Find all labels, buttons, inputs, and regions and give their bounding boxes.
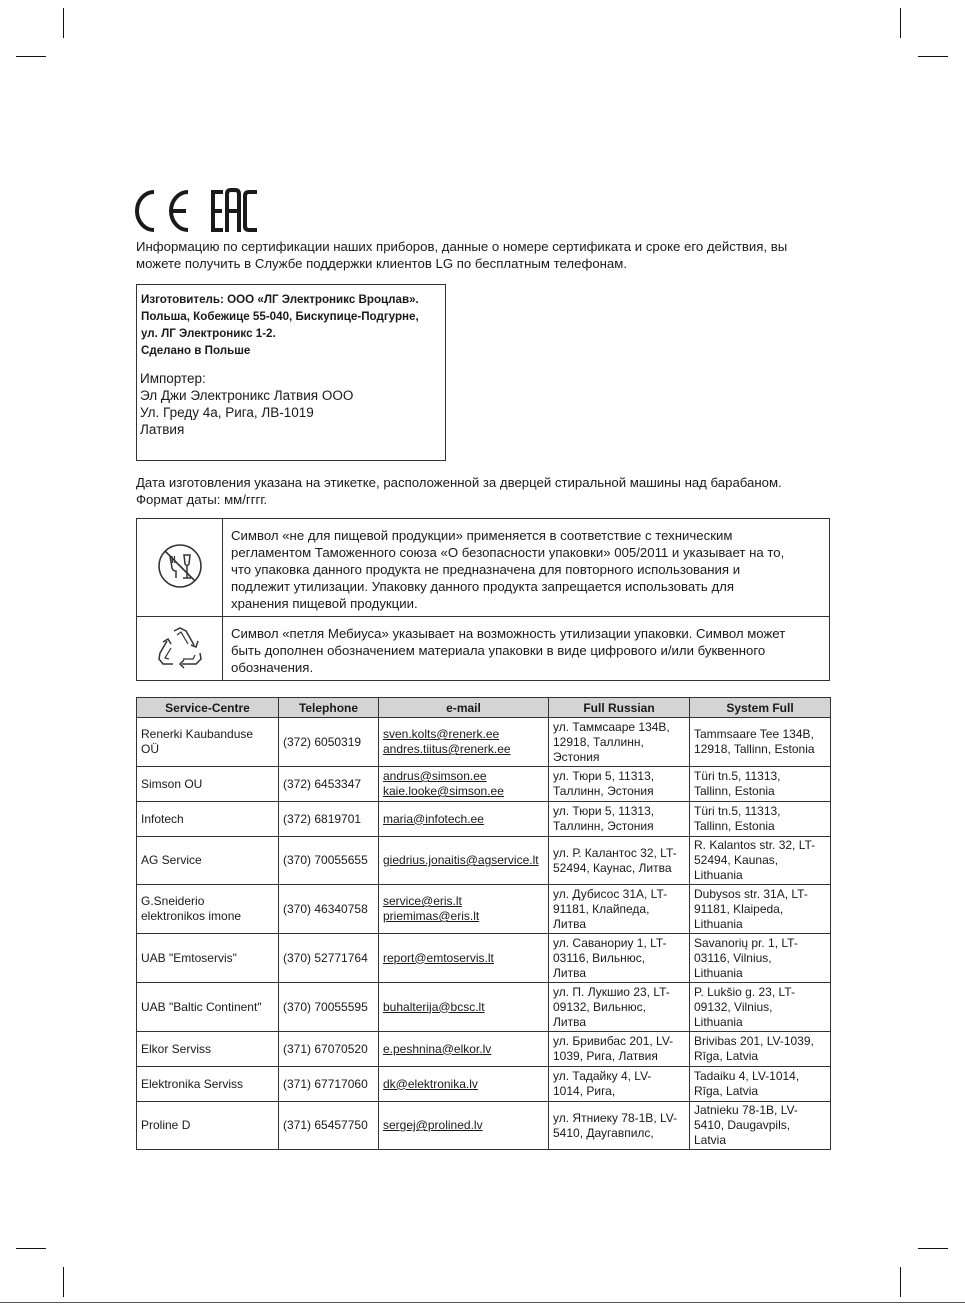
system-full-line: Tallinn, Estonia	[694, 819, 775, 833]
service-centre-line: G.Sneiderio	[141, 894, 205, 908]
telephone-cell	[279, 718, 379, 767]
page-bottom-line	[0, 1302, 965, 1303]
date-info	[136, 474, 836, 508]
full-russian-line: 5410, Даугавпилс,	[553, 1125, 654, 1140]
symbol-text-line: Символ «не для пищевой продукции» применяется в соответствие с техническим	[231, 528, 733, 543]
packaging-symbols-table	[136, 518, 830, 681]
service-centre-line: Simson OU	[141, 776, 203, 791]
full-russian-cell	[549, 885, 690, 934]
column-header: System Full	[690, 698, 831, 718]
system-full-line: R. Kalantos str. 32, LT-	[694, 838, 816, 852]
telephone-cell	[279, 1032, 379, 1067]
table-row	[137, 718, 831, 767]
telephone-line: (371) 65457750	[283, 1118, 368, 1132]
system-full-line: Tadaiku 4, LV-1014,	[694, 1069, 800, 1083]
table-row	[137, 983, 831, 1032]
system-full-line: Tammsaare Tee 134B,	[694, 727, 814, 741]
email-link[interactable]: sven.kolts@renerk.ee	[383, 727, 500, 741]
telephone-cell	[279, 837, 379, 885]
cert-info-line: можете получить в Службе поддержки клиентов LG по бесплатным телефонам.	[136, 256, 627, 271]
date-info-line: Формат даты: мм/гггг.	[136, 492, 268, 507]
manufacturer-line: Изготовитель: ООО «ЛГ Электроникс Вроцлав».	[141, 293, 419, 306]
email-cell[interactable]	[379, 1032, 549, 1067]
crop-mark	[63, 8, 64, 38]
table-header-row	[137, 698, 831, 718]
service-centre-line: Infotech	[141, 811, 184, 826]
email-link[interactable]: dk@elektronika.lv	[383, 1076, 478, 1091]
full-russian-line: 91181, Клайпеда,	[553, 901, 650, 916]
service-centre-cell	[137, 837, 279, 885]
full-russian-line: ул. Тадайку 4, LV-	[553, 1069, 652, 1083]
symbol-text-line: регламентом Таможенного союза «О безопасности упаковки» 005/2011 и указывает на то,	[231, 545, 785, 560]
certification-info	[136, 238, 836, 272]
email-link[interactable]: maria@infotech.ee	[383, 811, 484, 826]
email-link[interactable]: report@emtoservis.lt	[383, 950, 494, 965]
telephone-cell	[279, 934, 379, 983]
full-russian-line: Таллинн, Эстония	[553, 819, 654, 833]
system-full-line: 09132, Vilnius,	[694, 999, 773, 1014]
full-russian-line: ул. Бривибас 201, LV-	[553, 1034, 674, 1048]
manufacturer-info	[141, 291, 419, 359]
email-cell[interactable]	[379, 1067, 549, 1102]
full-russian-line: 12918, Таллинн,	[553, 734, 644, 749]
cert-info-line: Информацию по сертификации наших приборов, данные о номере сертификата и сроке его действия, вы	[136, 239, 788, 254]
email-link[interactable]: e.peshnina@elkor.lv	[383, 1041, 492, 1056]
system-full-cell	[690, 934, 831, 983]
full-russian-line: ул. П. Лукшио 23, LT-	[553, 984, 670, 999]
full-russian-line: ул. Р. Калантос 32, LT-	[553, 845, 677, 860]
crop-mark	[63, 1267, 64, 1297]
importer-line: Импортер:	[140, 371, 206, 386]
full-russian-cell	[549, 1032, 690, 1067]
importer-info	[140, 370, 353, 438]
full-russian-line: 1014, Рига,	[553, 1084, 616, 1098]
full-russian-line: ул. Тюри 5, 11313,	[553, 804, 655, 818]
telephone-cell	[279, 885, 379, 934]
email-link[interactable]: buhalterija@bcsc.lt	[383, 999, 485, 1014]
system-full-line: Jatnieku 78-1B, LV-	[694, 1103, 798, 1117]
system-full-line: Rīga, Latvia	[694, 1049, 759, 1063]
crop-mark	[16, 56, 46, 57]
crop-mark	[16, 1248, 46, 1249]
service-centre-line: AG Service	[141, 853, 202, 867]
ce-eac-logo	[135, 188, 265, 234]
email-cell[interactable]	[379, 767, 549, 802]
telephone-line: (370) 70055655	[283, 853, 368, 867]
system-full-cell	[690, 802, 831, 837]
system-full-line: Türi tn.5, 11313,	[694, 769, 781, 783]
telephone-line: (371) 67070520	[283, 1041, 368, 1056]
not-for-food-icon	[156, 542, 204, 590]
email-cell[interactable]	[379, 802, 549, 837]
importer-line: Ул. Греду 4а, Рига, ЛВ-1019	[140, 405, 314, 420]
email-link[interactable]: priemimas@eris.lt	[383, 909, 480, 923]
email-link[interactable]: kaie.looke@simson.ee	[383, 784, 504, 798]
service-centre-line: Elkor Serviss	[141, 1041, 212, 1056]
system-full-cell	[690, 1032, 831, 1067]
system-full-cell	[690, 718, 831, 767]
service-centres-table	[136, 697, 831, 1150]
full-russian-line: Эстония	[553, 749, 600, 764]
service-centre-line: OÜ	[141, 742, 159, 756]
service-centre-cell	[137, 1032, 279, 1067]
system-full-cell	[690, 983, 831, 1032]
system-full-line: 5410, Daugavpils,	[694, 1118, 791, 1132]
email-link[interactable]: service@eris.lt	[383, 894, 462, 908]
service-centre-line: Renerki Kaubanduse	[141, 727, 254, 741]
full-russian-line: Таллинн, Эстония	[553, 784, 654, 798]
symbol-row	[137, 519, 830, 617]
service-centre-cell	[137, 1102, 279, 1150]
service-table-body	[137, 718, 831, 1150]
service-centre-line: elektronikos imone	[141, 909, 242, 923]
full-russian-line: 03116, Вильнюс,	[553, 950, 646, 965]
system-full-cell	[690, 1067, 831, 1102]
symbol-text-line: Символ «петля Мебиуса» указывает на возможность утилизации упаковки. Символ может	[231, 626, 786, 641]
full-russian-cell	[549, 802, 690, 837]
email-link[interactable]: andres.tiitus@renerk.ee	[383, 742, 511, 756]
system-full-cell	[690, 1102, 831, 1150]
telephone-line: (372) 6453347	[283, 776, 362, 791]
symbol-text-line: что упаковка данного продукта не предназначена для повторного использования и	[231, 562, 741, 577]
table-row	[137, 1032, 831, 1067]
system-full-line: 52494, Kaunas,	[694, 853, 779, 867]
manufacturer-line: ул. ЛГ Электроникс 1-2.	[141, 327, 276, 340]
table-row	[137, 1102, 831, 1150]
date-info-line: Дата изготовления указана на этикетке, расположенной за дверцей стиральной машины над барабаном.	[136, 475, 782, 490]
symbol-text-line: быть дополнен обозначением материала упаковки в виде цифрового и/или буквенного	[231, 643, 766, 658]
importer-line: Эл Джи Электроникс Латвия ООО	[140, 388, 354, 403]
service-centre-cell	[137, 767, 279, 802]
full-russian-line: ул. Саванориу 1, LT-	[553, 935, 667, 950]
service-centre-line: Proline D	[141, 1118, 191, 1132]
email-link[interactable]: giedrius.jonaitis@agservice.lt	[383, 853, 539, 867]
crop-mark	[900, 1267, 901, 1297]
full-russian-line: Литва	[553, 916, 586, 931]
system-full-cell	[690, 837, 831, 885]
manufacturer-line: Сделано в Польше	[141, 344, 251, 357]
full-russian-cell	[549, 1067, 690, 1102]
manufacturer-line: Польша, Кобежице 55-040, Бискупице-Подгурне,	[141, 310, 419, 323]
full-russian-line: ул. Тюри 5, 11313,	[553, 769, 655, 783]
full-russian-cell	[549, 837, 690, 885]
system-full-line: P. Lukšio g. 23, LT-	[694, 984, 795, 999]
email-cell[interactable]	[379, 837, 549, 885]
full-russian-cell	[549, 1102, 690, 1150]
column-header: Full Russian	[549, 698, 690, 718]
column-header: Telephone	[279, 698, 379, 718]
service-centre-cell	[137, 885, 279, 934]
email-cell[interactable]	[379, 885, 549, 934]
system-full-line: Lithuania	[694, 868, 743, 882]
symbol-text-line: обозначения.	[231, 660, 314, 675]
system-full-cell	[690, 885, 831, 934]
full-russian-cell	[549, 934, 690, 983]
full-russian-line: 09132, Вильнюс,	[553, 999, 646, 1014]
system-full-line: Lithuania	[694, 965, 743, 980]
system-full-line: Lithuania	[694, 1014, 743, 1029]
table-row	[137, 934, 831, 983]
full-russian-cell	[549, 983, 690, 1032]
email-cell[interactable]	[379, 983, 549, 1032]
symbol-description	[223, 519, 830, 617]
system-full-line: Rīga, Latvia	[694, 1084, 759, 1098]
telephone-line: (372) 6819701	[283, 811, 362, 826]
table-row	[137, 767, 831, 802]
email-link[interactable]: andrus@simson.ee	[383, 769, 487, 783]
system-full-line: Brivibas 201, LV-1039,	[694, 1034, 814, 1048]
telephone-cell	[279, 767, 379, 802]
certification-marks	[135, 188, 265, 239]
service-centre-line: Elektronika Serviss	[141, 1076, 244, 1091]
symbol-text-line: хранения пищевой продукции.	[231, 596, 418, 611]
telephone-cell	[279, 1102, 379, 1150]
mobius-loop-icon	[155, 625, 205, 669]
symbol-row	[137, 617, 830, 681]
manufacturer-box	[136, 284, 446, 461]
full-russian-line: ул. Таммсааре 134В,	[553, 719, 670, 734]
crop-mark	[918, 1248, 948, 1249]
system-full-line: 12918, Tallinn, Estonia	[694, 742, 815, 756]
full-russian-line: 1039, Рига, Латвия	[553, 1049, 658, 1063]
service-centre-line: UAB "Emtoservis"	[141, 950, 237, 965]
full-russian-line: 52494, Каунас, Литва	[553, 860, 672, 875]
telephone-line: (371) 67717060	[283, 1076, 368, 1091]
full-russian-line: Литва	[553, 965, 586, 980]
symbol-icon-cell	[137, 519, 223, 617]
service-centre-cell	[137, 983, 279, 1032]
email-cell[interactable]	[379, 718, 549, 767]
service-centre-cell	[137, 718, 279, 767]
system-full-line: Dubysos str. 31A, LT-	[694, 886, 808, 901]
column-header: Service-Centre	[137, 698, 279, 718]
system-full-line: Türi tn.5, 11313,	[694, 804, 781, 818]
telephone-cell	[279, 983, 379, 1032]
email-cell[interactable]	[379, 1102, 549, 1150]
system-full-line: 03116, Vilnius,	[694, 950, 772, 965]
symbol-text-line: подлежит утилизации. Упаковку данного продукта запрещается использовать для	[231, 579, 734, 594]
service-centre-line: UAB "Baltic Continent"	[141, 999, 262, 1014]
system-full-line: 91181, Klaipeda,	[694, 901, 784, 916]
system-full-line: Savanorių pr. 1, LT-	[694, 935, 798, 950]
table-row	[137, 885, 831, 934]
system-full-line: Latvia	[694, 1133, 727, 1147]
full-russian-cell	[549, 718, 690, 767]
crop-mark	[918, 56, 948, 57]
telephone-cell	[279, 802, 379, 837]
telephone-line: (370) 46340758	[283, 901, 368, 916]
service-centre-cell	[137, 802, 279, 837]
table-row	[137, 837, 831, 885]
system-full-line: Tallinn, Estonia	[694, 784, 775, 798]
service-centre-cell	[137, 934, 279, 983]
importer-line: Латвия	[140, 422, 185, 437]
full-russian-line: Литва	[553, 1014, 586, 1029]
full-russian-cell	[549, 767, 690, 802]
system-full-line: Lithuania	[694, 916, 743, 931]
full-russian-line: ул. Ятниеку 78-1В, LV-	[553, 1110, 678, 1125]
table-row	[137, 802, 831, 837]
telephone-line: (370) 52771764	[283, 950, 368, 965]
telephone-line: (370) 70055595	[283, 999, 368, 1014]
table-row	[137, 1067, 831, 1102]
telephone-cell	[279, 1067, 379, 1102]
service-centre-cell	[137, 1067, 279, 1102]
email-cell[interactable]	[379, 934, 549, 983]
crop-mark	[900, 8, 901, 38]
full-russian-line: ул. Дубисос 31А, LT-	[553, 886, 668, 901]
email-link[interactable]: sergej@prolined.lv	[383, 1118, 483, 1132]
telephone-line: (372) 6050319	[283, 734, 362, 749]
symbol-description	[223, 617, 830, 681]
column-header: e-mail	[379, 698, 549, 718]
symbol-icon-cell	[137, 617, 223, 681]
system-full-cell	[690, 767, 831, 802]
